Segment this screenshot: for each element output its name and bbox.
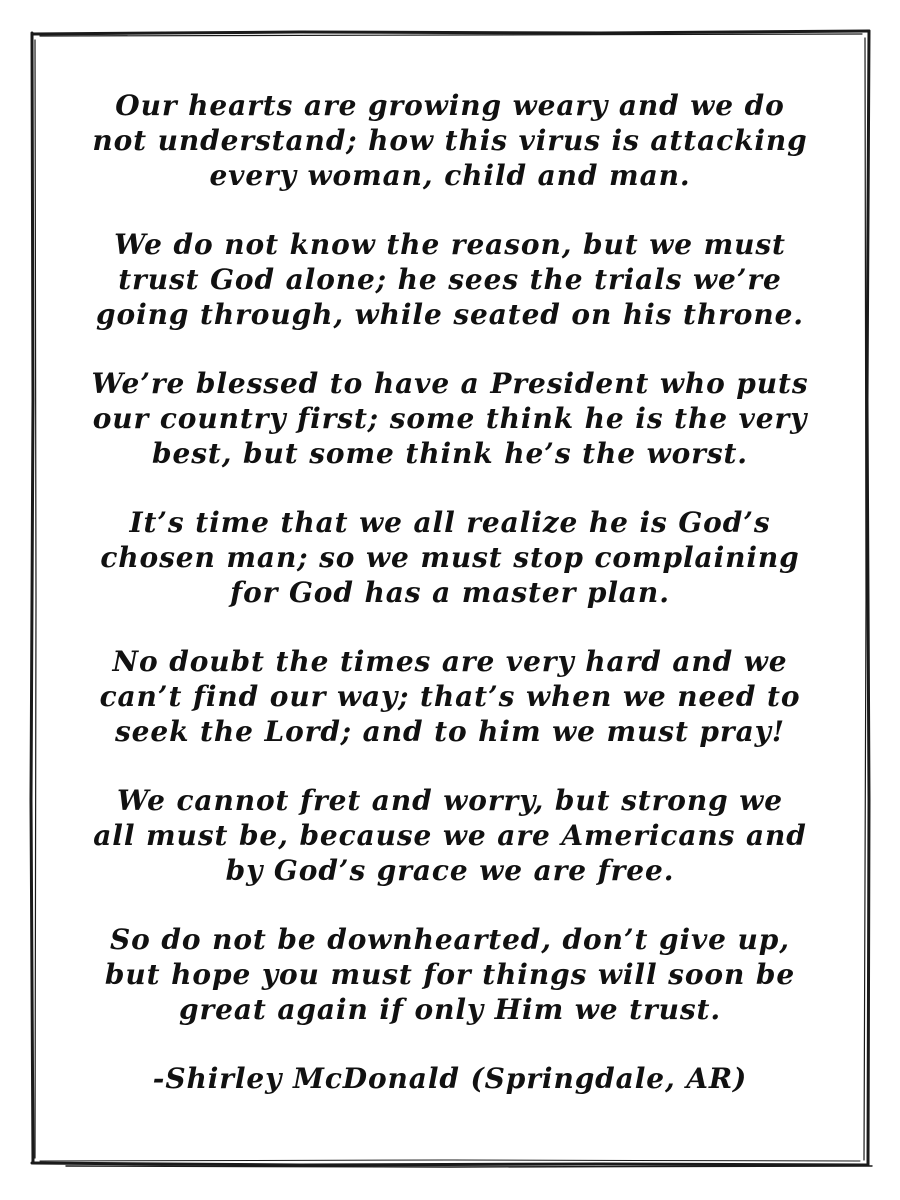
poem-line: can’t find our way; that’s when we need to xyxy=(99,680,801,713)
poem-line: We’re blessed to have a President who puts xyxy=(91,367,809,400)
stanza-7 xyxy=(60,922,840,1027)
poem-line: So do not be downhearted, don’t give up, xyxy=(110,923,790,956)
poem-line: trust God alone; he sees the trials we’re xyxy=(118,263,782,296)
poem-line: We do not know the reason, but we must xyxy=(114,228,786,261)
stanza-3 xyxy=(60,366,840,471)
poem xyxy=(60,88,840,1096)
poem-line: No doubt the times are very hard and we xyxy=(112,645,788,678)
poem-line: going through, while seated on his throne. xyxy=(96,298,804,331)
stanza-5 xyxy=(60,644,840,749)
poem-line: best, but some think he’s the worst. xyxy=(152,437,748,470)
poem-line: but hope you must for things will soon be xyxy=(104,958,796,991)
poem-line: It’s time that we all realize he is God’s xyxy=(129,506,771,539)
poem-line: all must be, because we are Americans and xyxy=(93,819,807,852)
attribution: -Shirley McDonald (Springdale, AR) xyxy=(152,1062,748,1095)
poem-line: not understand; how this virus is attacking xyxy=(92,124,808,157)
poem-line: our country first; some think he is the very xyxy=(92,402,808,435)
poem-line: chosen man; so we must stop complaining xyxy=(100,541,800,574)
poem-line: for God has a master plan. xyxy=(230,576,670,609)
poem-line: We cannot fret and worry, but strong we xyxy=(117,784,783,817)
stanza-4 xyxy=(60,505,840,610)
stanza-6 xyxy=(60,783,840,888)
stanza-1 xyxy=(60,88,840,193)
stanza-2 xyxy=(60,227,840,332)
poem-line: great again if only Him we trust. xyxy=(178,993,721,1026)
poem-line: seek the Lord; and to him we must pray! xyxy=(115,715,785,748)
poem-line: every woman, child and man. xyxy=(209,159,691,192)
poem-line: Our hearts are growing weary and we do xyxy=(115,89,785,122)
poem-line: by God’s grace we are free. xyxy=(225,854,675,887)
